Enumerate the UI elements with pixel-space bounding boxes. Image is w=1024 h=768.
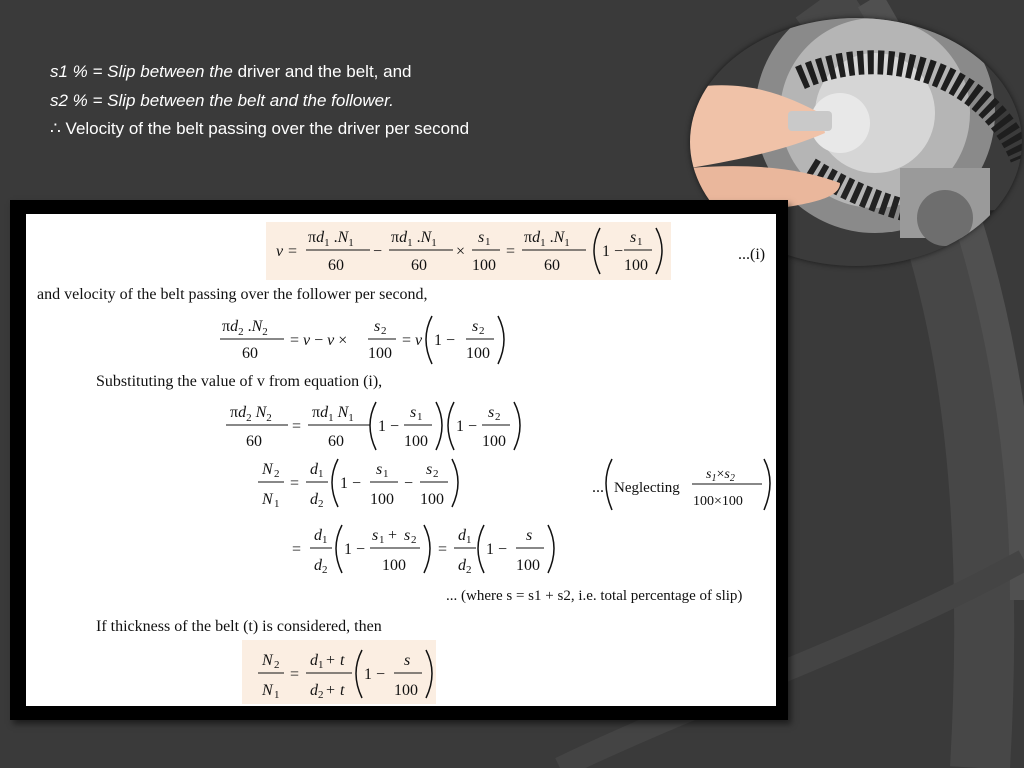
svg-text:1 −: 1 − (378, 418, 400, 435)
svg-text:t: t (340, 682, 345, 699)
equation-1-label: ...(i) (738, 246, 766, 263)
svg-text:d: d (458, 557, 466, 574)
svg-text:2: 2 (411, 534, 417, 546)
svg-text:1: 1 (417, 411, 423, 423)
svg-text:s1×s2: $s_1\times s_2$ (706, 467, 735, 484)
equation-3 (226, 402, 520, 450)
svg-text:+: + (388, 527, 398, 544)
svg-text:+: + (326, 652, 336, 669)
svg-text:=: = (506, 243, 516, 260)
svg-text:1 −: 1 − (486, 541, 508, 558)
svg-text:d: d (458, 527, 466, 544)
svg-text:s: s (404, 652, 411, 669)
svg-text:s: s (426, 461, 433, 478)
svg-text:60: 60 (328, 433, 344, 450)
svg-text:2: 2 (433, 468, 439, 480)
svg-text:πd2 N2: $\pi d_2$ $N_2$ (230, 404, 272, 424)
svg-text:1 −: 1 − (434, 332, 456, 349)
svg-text:2: 2 (466, 564, 472, 576)
intro-text (50, 58, 469, 144)
svg-text:1 −: 1 − (456, 418, 478, 435)
svg-text:1: 1 (466, 534, 472, 546)
intro-line-1: s1 % = Slip between the driver and the belt, and (50, 62, 412, 81)
svg-text:t: t (340, 652, 345, 669)
svg-text:1: 1 (485, 236, 491, 248)
svg-text:2: 2 (495, 411, 501, 423)
svg-text:s: s (374, 318, 381, 335)
svg-text:s: s (478, 229, 485, 246)
svg-text:60: 60 (411, 257, 427, 274)
svg-text:=: = (292, 541, 302, 558)
svg-text:s: s (488, 404, 495, 421)
svg-text:s: s (404, 527, 411, 544)
svg-text:60: 60 (246, 433, 262, 450)
svg-text:2: 2 (318, 689, 324, 701)
thickness-text: If thickness of the belt (t) is considered, then (96, 618, 382, 635)
svg-text:1 −: 1 − (344, 541, 366, 558)
svg-text:100: 100 (368, 345, 392, 362)
svg-text:1: 1 (637, 236, 643, 248)
svg-text:s: s (630, 229, 637, 246)
svg-text:100: 100 (420, 491, 444, 508)
svg-text:2: 2 (318, 498, 324, 510)
equation-5 (292, 525, 554, 576)
svg-text:100: 100 (624, 257, 648, 274)
svg-text:v: v (276, 243, 284, 260)
svg-text:N: N (262, 652, 273, 669)
svg-text:d: d (314, 527, 322, 544)
equation-4 (258, 459, 770, 510)
svg-text:+: + (326, 682, 336, 699)
svg-text:=: = (288, 243, 298, 260)
svg-text:=: = (290, 475, 300, 492)
equations-svg (26, 214, 776, 706)
svg-text:πd1 N1: $\pi d_1$ $N_1$ (312, 404, 354, 424)
intro-line-2: s2 % = Slip between the belt and the follower. (50, 90, 394, 110)
svg-text:πd1 .N1: $\pi d_1$ $.N_1$ (524, 229, 570, 249)
svg-text:...: ... (592, 479, 604, 496)
svg-text:2: 2 (274, 659, 280, 671)
svg-text:πd1 .N1: $\pi d_1$ $.N_1$ (391, 229, 437, 249)
follower-velocity-text: and velocity of the belt passing over the follower per second, (37, 286, 428, 303)
svg-text:= v: = v (402, 332, 423, 349)
svg-text:1: 1 (274, 689, 280, 701)
svg-text:100: 100 (482, 433, 506, 450)
substituting-text: Substituting the value of v from equation (i), (96, 373, 383, 390)
svg-text:s: s (372, 527, 379, 544)
equation-2 (220, 316, 504, 364)
svg-text:πd1 .N1: $\pi d_1$ $.N_1$ (308, 229, 354, 249)
svg-text:d: d (310, 682, 318, 699)
svg-text:=: = (292, 418, 302, 435)
svg-text:100: 100 (394, 682, 418, 699)
intro-line-3: ∴ Velocity of the belt passing over the driver per second (50, 119, 470, 138)
svg-text:N: N (262, 682, 273, 699)
svg-text:100×100: 100×100 (693, 494, 743, 509)
svg-text:1: 1 (318, 468, 324, 480)
svg-text:πd2 .N2: $\pi d_2$ $.N_2$ (222, 318, 268, 338)
svg-text:s: s (410, 404, 417, 421)
svg-text:60: 60 (328, 257, 344, 274)
where-note: ... (where s = s1 + s2, i.e. total percentage of slip) (446, 588, 743, 604)
svg-text:×: × (456, 243, 466, 260)
svg-text:1: 1 (318, 659, 324, 671)
svg-text:−: − (373, 243, 383, 260)
svg-text:100: 100 (382, 557, 406, 574)
svg-text:N: N (262, 491, 273, 508)
svg-text:=: = (438, 541, 448, 558)
svg-text:s: s (376, 461, 383, 478)
svg-text:1: 1 (379, 534, 385, 546)
svg-text:s: s (472, 318, 479, 335)
svg-text:60: 60 (242, 345, 258, 362)
svg-text:2: 2 (274, 468, 280, 480)
svg-text:d: d (310, 491, 318, 508)
neglecting-label: Neglecting (614, 480, 680, 496)
svg-text:2: 2 (479, 325, 485, 337)
svg-text:1 −: 1 − (602, 243, 624, 260)
svg-text:2: 2 (322, 564, 328, 576)
svg-text:−: − (404, 475, 414, 492)
svg-text:100: 100 (472, 257, 496, 274)
svg-text:1: 1 (274, 498, 280, 510)
svg-text:1: 1 (322, 534, 328, 546)
svg-text:2: 2 (381, 325, 387, 337)
svg-text:100: 100 (466, 345, 490, 362)
equation-document (26, 214, 776, 706)
svg-text:d: d (310, 461, 318, 478)
svg-text:N: N (262, 461, 273, 478)
svg-text:1 −: 1 − (364, 666, 386, 683)
svg-text:s: s (526, 527, 533, 544)
svg-text:d: d (310, 652, 318, 669)
svg-text:100: 100 (370, 491, 394, 508)
svg-text:100: 100 (404, 433, 428, 450)
svg-text:1 −: 1 − (340, 475, 362, 492)
svg-text:1: 1 (383, 468, 389, 480)
svg-text:100: 100 (516, 557, 540, 574)
svg-text:= v − v ×: = v − v × (290, 332, 348, 349)
svg-text:d: d (314, 557, 322, 574)
svg-text:60: 60 (544, 257, 560, 274)
svg-text:=: = (290, 666, 300, 683)
